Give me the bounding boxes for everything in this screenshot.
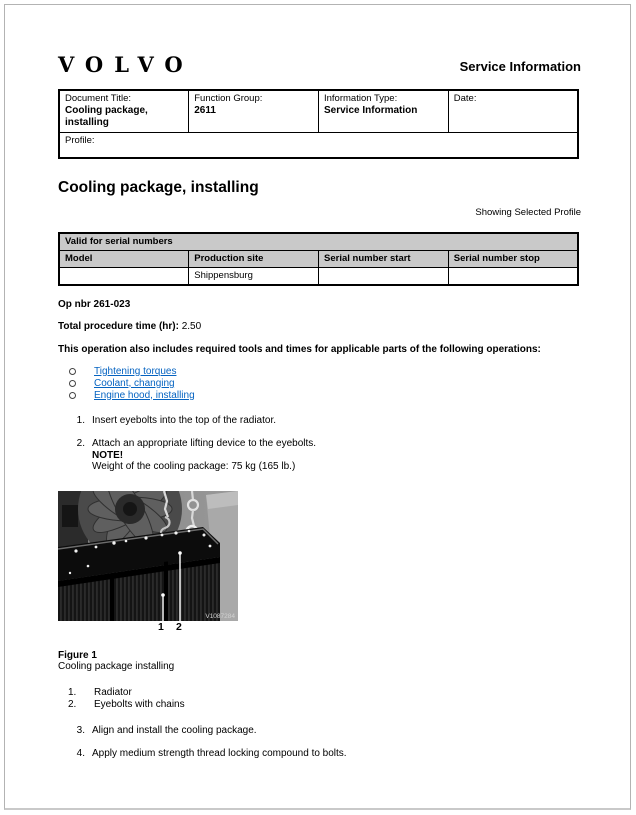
note-text: Weight of the cooling package: 75 kg (165 lb.): [92, 461, 296, 472]
doc-title-cell: [59, 90, 189, 133]
legend-text: Eyebolts with chains: [94, 698, 185, 710]
cell-serial-stop: [448, 267, 578, 285]
figure-caption-text: Cooling package installing: [58, 661, 175, 672]
service-information-heading: Service Information: [459, 59, 581, 74]
col-model: Model: [59, 250, 189, 267]
related-operations-list: [58, 366, 581, 402]
function-group-label: Function Group:: [194, 93, 263, 104]
legend-item: [58, 699, 581, 711]
includes-note: This operation also includes required tools and times for applicable parts of the following operations:: [58, 343, 541, 355]
list-item: [58, 378, 581, 390]
cooling-package-photo: [58, 491, 238, 621]
page-title: Cooling package, installing: [58, 178, 259, 196]
step-number: 4.: [76, 748, 85, 759]
step-1: [58, 415, 581, 427]
step-text: Align and install the cooling package.: [92, 724, 257, 736]
step-number: 2.: [76, 438, 85, 449]
legend-number: 1.: [68, 686, 77, 698]
link-tightening-torques[interactable]: Tightening torques: [94, 365, 177, 377]
date-label: Date:: [453, 93, 477, 104]
step-text: Apply medium strength thread locking compound to bolts.: [92, 748, 347, 759]
circle-bullet-icon: [69, 380, 76, 387]
date-cell: [448, 90, 578, 133]
step-number: 3.: [76, 724, 85, 736]
figure-legend: [58, 687, 581, 711]
serial-table-caption: Valid for serial numbers: [59, 233, 578, 251]
figure-caption: [58, 650, 581, 673]
information-type-value: Service Information: [324, 105, 418, 116]
op-number: Op nbr 261-023: [58, 298, 131, 310]
masthead: [58, 53, 581, 75]
step-text: Insert eyebolts into the top of the radiator.: [92, 414, 277, 426]
document-info-table: [58, 89, 579, 159]
doc-title-value: Cooling package, installing: [65, 105, 148, 128]
procedure-time-label: Total procedure time (hr):: [58, 320, 179, 332]
link-coolant-changing[interactable]: Coolant, changing: [94, 377, 175, 389]
list-item: [58, 390, 581, 402]
doc-title-label: Document Title:: [65, 93, 131, 104]
function-group-cell: [189, 90, 319, 133]
step-4: [58, 748, 581, 760]
figure-caption-title: Figure 1: [58, 649, 97, 661]
step-text-line: Attach an appropriate lifting device to the eyebolts.: [92, 438, 317, 449]
col-serial-start: Serial number start: [319, 250, 449, 267]
legend-number: 2.: [68, 698, 77, 710]
profile-note: Showing Selected Profile: [475, 206, 581, 218]
table-row: [59, 267, 578, 285]
procedure-time-value: 2.50: [181, 320, 202, 332]
cell-serial-start: [319, 267, 449, 285]
callout-1-label: 1: [158, 620, 164, 633]
profile-label: Profile:: [65, 135, 95, 146]
legend-text: Radiator: [94, 686, 132, 698]
function-group-value: 2611: [194, 105, 216, 116]
information-type-cell: [319, 90, 449, 133]
callout-labels: [58, 621, 238, 634]
list-item: [58, 366, 581, 378]
cell-model: [59, 267, 189, 285]
step-2: [58, 438, 581, 473]
figure-1-photo: [58, 491, 238, 634]
circle-bullet-icon: [69, 368, 76, 375]
volvo-logo: VOLVO: [58, 52, 194, 77]
step-text: [92, 438, 316, 473]
profile-cell: [59, 133, 578, 158]
step-number: 1.: [76, 414, 85, 426]
col-serial-stop: Serial number stop: [448, 250, 578, 267]
col-production-site: Production site: [189, 250, 319, 267]
note-label: NOTE!: [92, 449, 124, 461]
serial-numbers-table: [58, 232, 579, 286]
photo-watermark: V1087284: [205, 612, 235, 620]
information-type-label: Information Type:: [324, 93, 398, 104]
link-engine-hood-installing[interactable]: Engine hood, installing: [94, 389, 195, 401]
circle-bullet-icon: [69, 392, 76, 399]
procedure-time: [58, 321, 581, 332]
legend-item: [58, 687, 581, 699]
document-page: [4, 4, 631, 810]
cell-production-site: Shippensburg: [189, 267, 319, 285]
step-3: [58, 725, 581, 737]
callout-2-label: 2: [176, 620, 182, 633]
